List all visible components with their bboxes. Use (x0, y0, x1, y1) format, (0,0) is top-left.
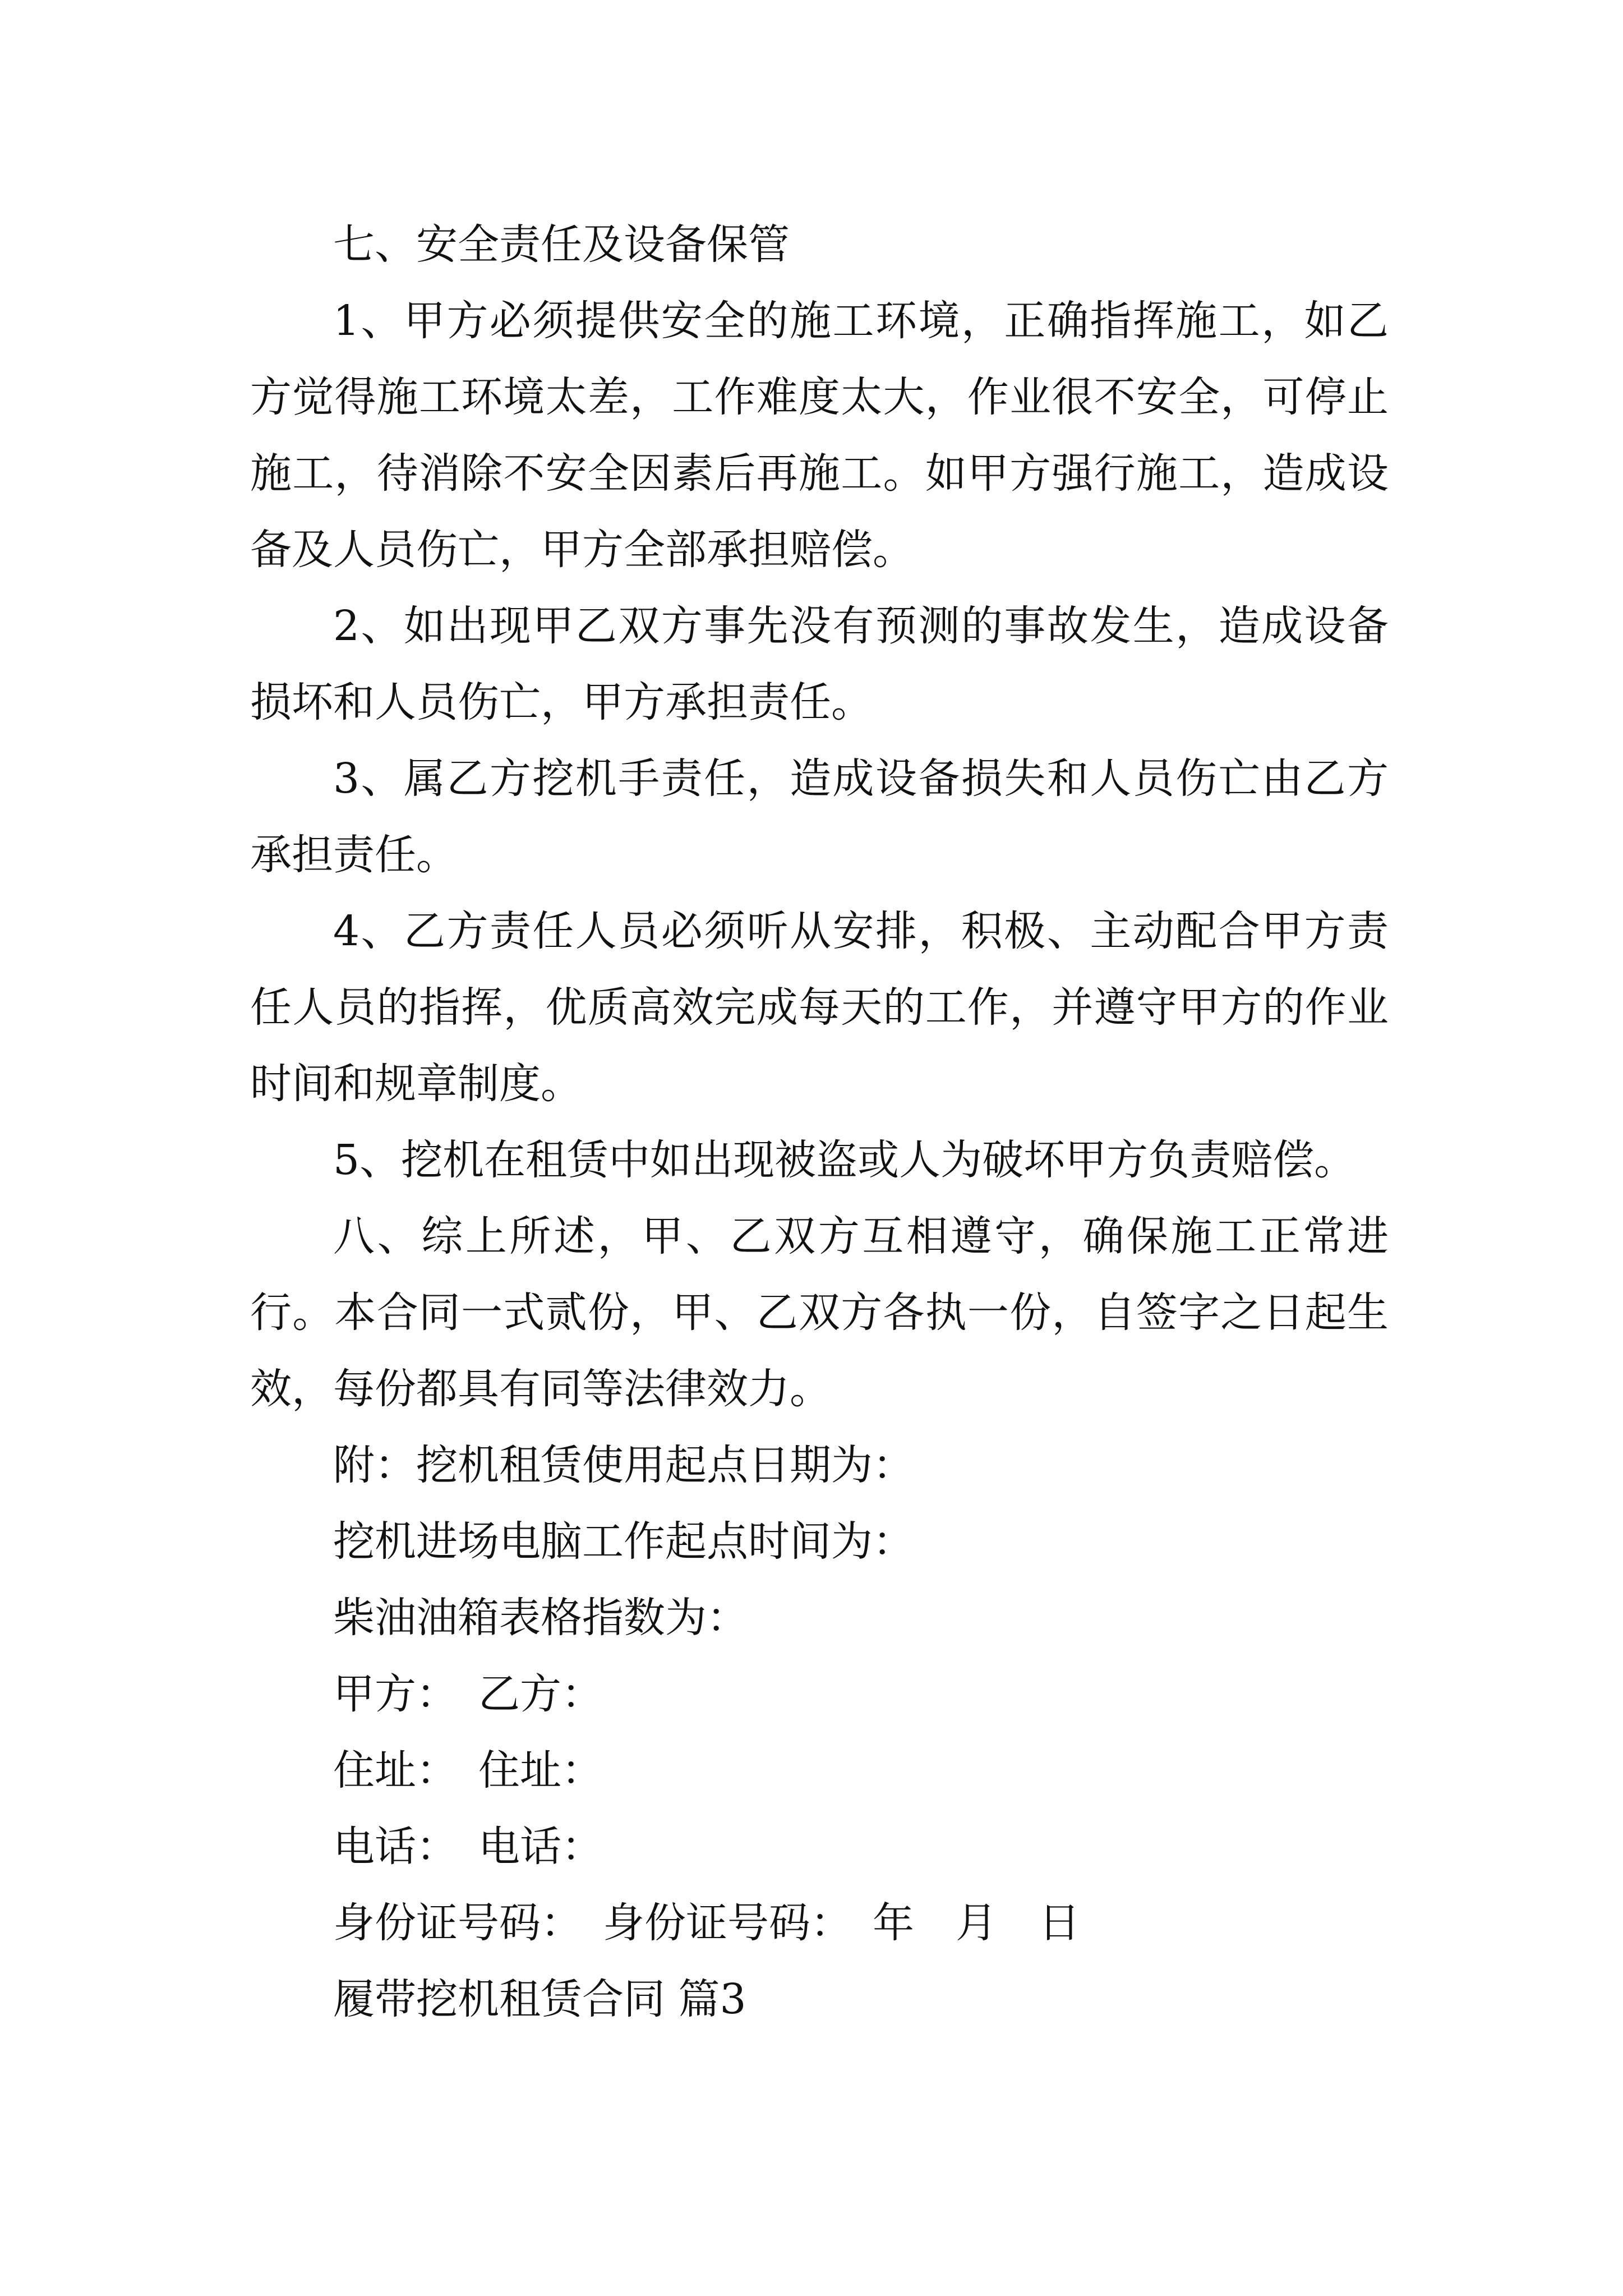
section-summary: 八、综上所述，甲、乙双方互相遵守，确保施工正常进行。本合同一式贰份，甲、乙双方各执一份，自签字之日起生效，每份都具有同等法律效力。 (250, 1212, 1389, 1413)
section-heading-safety: 七、安全责任及设备保管 (333, 220, 790, 269)
document-body (250, 206, 1389, 2037)
appendix-fuel-index: 柴油油箱表格指数为： (333, 1594, 748, 1642)
clause-1: 1、甲方必须提供安全的施工环境，正确指挥施工，如乙方觉得施工环境太差，工作难度太大，作业很不安全，可停止施工，待消除不安全因素后再施工。如甲方强行施工，造成设备及人员伤亡，甲方全部承担赔偿。 (250, 297, 1389, 574)
appendix-start-date: 附：挖机租赁使用起点日期为： (333, 1441, 914, 1489)
signature-phone: 电话： 电话： (333, 1823, 603, 1871)
clause-3: 3、属乙方挖机手责任，造成设备损失和人员伤亡由乙方承担责任。 (250, 754, 1389, 879)
clause-5: 5、挖机在租赁中如出现被盗或人为破坏甲方负责赔偿。 (333, 1136, 1356, 1184)
clause-2: 2、如出现甲乙双方事先没有预测的事故发生，造成设备损坏和人员伤亡，甲方承担责任。 (250, 602, 1389, 726)
signature-address: 住址： 住址： (333, 1746, 603, 1795)
next-contract-title: 履带挖机租赁合同 篇3 (333, 1975, 746, 2023)
clause-4: 4、乙方责任人员必须听从安排，积极、主动配合甲方责任人员的指挥，优质高效完成每天的工作，并遵守甲方的作业时间和规章制度。 (250, 907, 1389, 1108)
signature-id-date: 身份证号码： 身份证号码： 年 月 日 (333, 1899, 1080, 1947)
appendix-start-time: 挖机进场电脑工作起点时间为： (333, 1517, 914, 1566)
signature-parties: 甲方： 乙方： (333, 1670, 603, 1718)
